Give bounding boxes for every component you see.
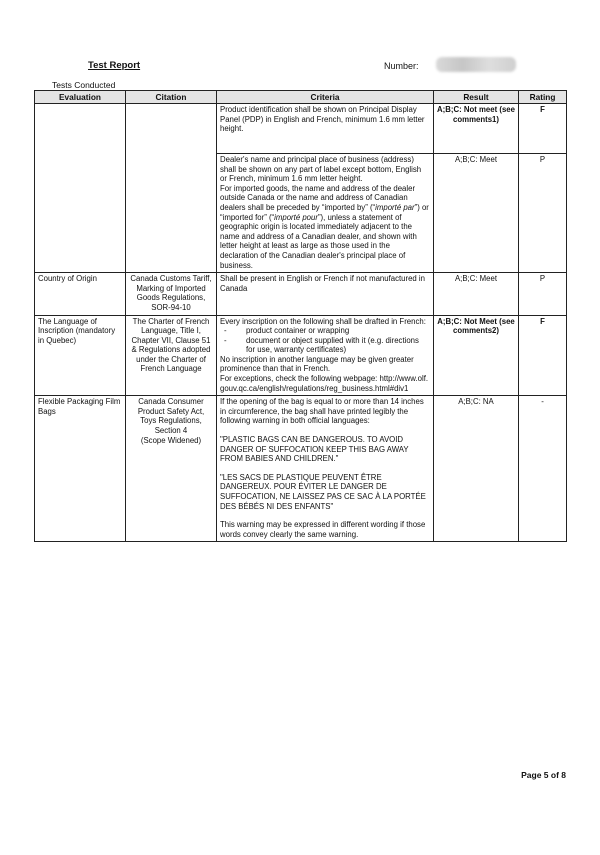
table-row xyxy=(35,315,567,396)
report-number-label: Number: xyxy=(384,61,419,71)
cell-evaluation: Flexible Packaging Film Bags xyxy=(35,396,126,542)
table-header-row xyxy=(35,91,567,104)
col-header-rating: Rating xyxy=(519,91,567,104)
cell-citation: Canada Customs Tariff, Marking of Imported Goods Regulations, SOR-94-10 xyxy=(126,273,217,315)
cell-citation: The Charter of French Language, Title I, Chapter VII, Clause 51 & Regulations adopted under the Charter of French Language xyxy=(126,315,217,396)
table-row xyxy=(35,273,567,315)
tests-table xyxy=(34,90,567,542)
col-header-citation: Citation xyxy=(126,91,217,104)
cell-rating: F xyxy=(519,315,567,396)
cell-criteria: Every inscription on the following shall be drafted in French: - product container or wrapping - document or object supplied with it (e.g. directions for use, warranty certificates) No inscription in another language may be given greater prominence than that in French. For exceptions, check the following webpage: http://www.olf.gouv.qc.ca/english/regulations/reg_business.html#div1 xyxy=(217,315,434,396)
list-item: - product container or wrapping xyxy=(246,326,430,336)
table-row xyxy=(35,396,567,542)
col-header-criteria: Criteria xyxy=(217,91,434,104)
section-label: Tests Conducted xyxy=(52,80,116,90)
col-header-result: Result xyxy=(434,91,519,104)
cell-rating: P xyxy=(519,154,567,273)
cell-rating: P xyxy=(519,273,567,315)
french-items-list xyxy=(220,326,430,355)
cell-evaluation: The Language of Inscription (mandatory in Quebec) xyxy=(35,315,126,396)
english-warning-text: "PLASTIC BAGS CAN BE DANGEROUS. TO AVOID DANGER OF SUFFOCATION KEEP THIS BAG AWAY FROM BABIES AND CHILDREN." xyxy=(220,435,409,464)
cell-citation: Canada Consumer Product Safety Act, Toys Regulations, Section 4 (Scope Widened) xyxy=(126,396,217,542)
list-item: - document or object supplied with it (e.g. directions for use, warranty certificates) xyxy=(246,336,430,355)
cell-result: A;B;C: Not meet (see comments1) xyxy=(434,104,519,154)
cell-result: A;B;C: Meet xyxy=(434,273,519,315)
cell-evaluation xyxy=(35,104,126,273)
cell-criteria: Shall be present in English or French if not manufactured in Canada xyxy=(217,273,434,315)
french-warning-text: "LES SACS DE PLASTIQUE PEUVENT ÊTRE DANGEREUX. POUR ÉVITER LE DANGER DE SUFFOCATION, NE LAISSEZ PAS CE SAC À LA PORTÉE DES BÉBÉS NI DES ENFANTS" xyxy=(220,472,426,511)
cell-rating: F xyxy=(519,104,567,154)
cell-criteria: Product identification shall be shown on Principal Display Panel (PDP) in English and French, minimum 1.6 mm letter height. xyxy=(217,104,434,154)
cell-criteria: Dealer's name and principal place of business (address) shall be shown on any part of label except bottom, English or French, minimum 1.6 mm letter height. For imported goods, the name and address of the dealer outside Canada or the name and address of Canadian dealers shall be preceded by “imported by” (“importé par”) or “imported for” (“importé pour”), unless a statement of geographic origin is located immediately adjacent to the name and address of a Canadian dealer, and shown with letter height at least as large as those used in the declaration of the Canadian dealer's principal place of business. xyxy=(217,154,434,273)
cell-result: A;B;C: NA xyxy=(434,396,519,542)
cell-criteria: If the opening of the bag is equal to or more than 14 inches in circumference, the bag shall have printed legibly the following warning in both official languages: "PLASTIC BAGS CAN BE DANGEROUS. TO AVOID DANGER OF SUFFOCATION KEEP THIS BAG AWAY FROM BABIES AND CHILDREN." "LES SACS DE PLASTIQUE PEUVENT ÊTRE DANGEREUX. POUR ÉVITER LE DANGER DE SUFFOCATION, NE LAISSEZ PAS CE SAC À LA PORTÉE DES BÉBÉS NI DES ENFANTS" This warning may be expressed in different wording if those words convey clearly the same warning. xyxy=(217,396,434,542)
cell-result: A;B;C: Not Meet (see comments2) xyxy=(434,315,519,396)
table-row xyxy=(35,104,567,154)
cell-result: A;B;C: Meet xyxy=(434,154,519,273)
report-title: Test Report xyxy=(88,60,141,71)
imported-goods-text: For imported goods, the name and address of the dealer outside Canada or the name and address of Canadian dealers shall be preceded by “imported by” (“importé par”) or “imported for” (“importé pour”), unless a statement of geographic origin is located immediately adjacent to the name and address of a Canadian dealer, and shown with letter height at least as large as those used in the declaration of the Canadian dealer's principal place of business. xyxy=(220,183,429,270)
redacted-number xyxy=(436,57,516,72)
cell-citation xyxy=(126,104,217,273)
col-header-evaluation: Evaluation xyxy=(35,91,126,104)
page-number: Page 5 of 8 xyxy=(521,770,566,780)
cell-rating: - xyxy=(519,396,567,542)
cell-evaluation: Country of Origin xyxy=(35,273,126,315)
